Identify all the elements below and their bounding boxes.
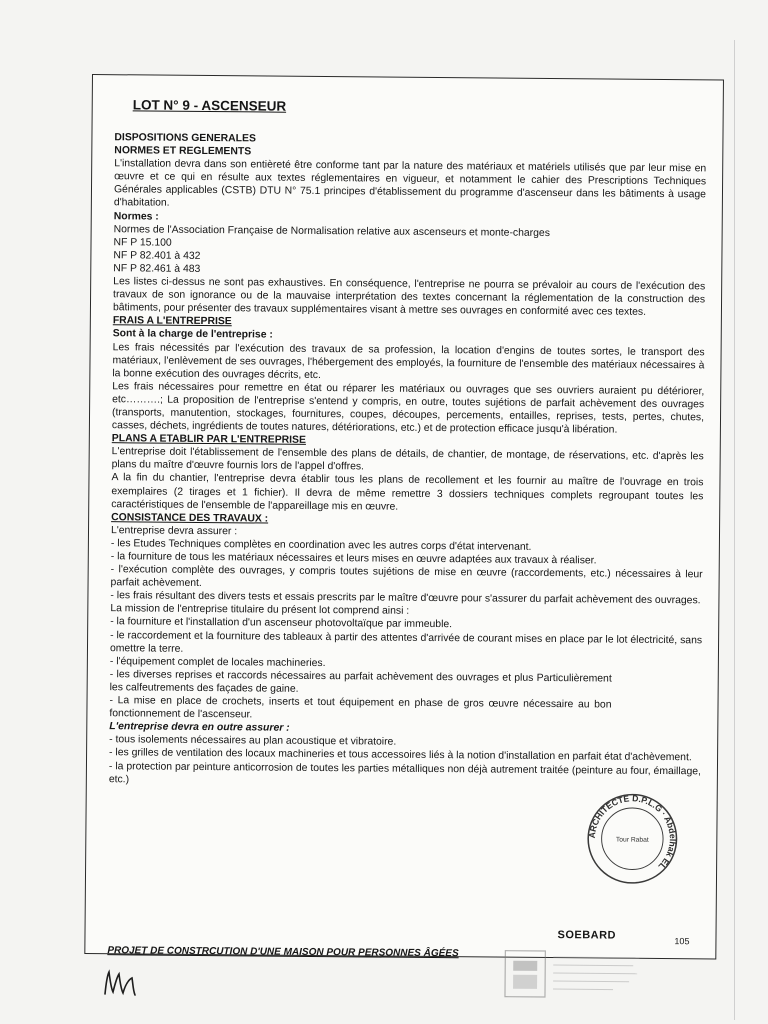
- soebard-stamp-label: SOEBARD: [557, 929, 617, 942]
- list-item: - les frais résultant des divers tests et essais prescrits par le maître d'œuvre pour s'assurer du parfait achèvement des ouvrages.: [110, 590, 701, 607]
- list-item: - la fourniture de tous les matériaux nécessaires et leurs mises en œuvre adaptées aux travaux à réaliser.: [110, 551, 597, 567]
- paragraph-mission: La mission de l'entreprise titulaire du présent lot comprend ainsi :: [110, 603, 410, 618]
- list-item: - la protection par peinture anticorrosion de toutes les parties métalliques non déjà autrement traitée (peinture au four, émaillage, etc.): [108, 760, 701, 785]
- heading-normes-reglements: NORMES ET REGLEMENTS: [114, 145, 252, 158]
- paragraph-charge: Sont à la charge de l'entreprise :: [112, 328, 273, 341]
- paragraph-installation: L'installation devra dans son entièreté être conforme tant par la nature des matériaux et matériels utilisés que par leur mise en œuvre et ce qui en résulte aux textes réglementaires en vigueur, et notamment le cahier des Prescriptions Techniques Générales applicables (CSTB) DTU N° 75.1 principes d'établissement du programme d'ascenseur dans les bâtiments à usage d'habitation.: [113, 158, 707, 210]
- page-edge-line: [734, 40, 735, 1020]
- heading-dispositions: DISPOSITIONS GENERALES: [114, 132, 256, 145]
- paragraph-frais-2: Les frais nécessaires pour remettre en état ou réparer les matériaux ou ouvrages que ses ouvriers auraient pu détériorer, etc……….; La proposition de l'entreprise s'entend y compris, en outre, toutes sujétions de parfait achèvement des ouvrages (transports, manutention, stockages, fournitures, coupes, découpes, percements, entailles, reprises, tests, pertes, chutes, casses, déchets, ingrédients de toutes natures, détériorations, etc.) et de protection efficace jusqu'à libération.: [111, 380, 705, 436]
- list-item: - l'exécution complète des ouvrages, y compris toutes sujétions de mise en œuvre (raccordements, etc.) nécessaires à leur parfait achèvement.: [110, 564, 703, 590]
- paragraph-plans-2: A la fin du chantier, l'entreprise devra établir tous les plans de recollement et les fournir au maître de l'ouvrage en trois exemplaires (2 tirages et 1 fichier). Il devra de même remettre 3 dossiers techniques complets regroupant toutes les caractéristiques de l'ensemble de l'appareillage mis en œuvre.: [111, 472, 704, 513]
- heading-frais: FRAIS A L'ENTREPRISE: [112, 315, 232, 328]
- stamp-center-text: Tour Rabat: [615, 836, 649, 844]
- architect-stamp: [584, 790, 681, 887]
- list-item: - les grilles de ventilation des locaux machineries et tous accessoires liés à la notion d'installation en parfait état d'achèvement.: [109, 747, 692, 764]
- list-item: - l'équipement complet de locales machineries.: [109, 655, 326, 669]
- heading-consistance: CONSISTANCE DES TRAVAUX :: [111, 511, 269, 525]
- paragraph-assurer: L'entreprise devra assurer :: [110, 524, 238, 538]
- document-content: [107, 75, 711, 960]
- list-item: - les diverses reprises et raccords nécessaires au parfait achèvement des ouvrages et plus Particulièrement les calfeutrements des façades de gaine.: [109, 669, 612, 695]
- svg-text:ARCHITECTE D.P.L.G · Abdelhak: [587, 793, 679, 872]
- heading-normes: Normes :: [113, 210, 159, 223]
- norme-item: NF P 82.401 à 432: [113, 250, 201, 262]
- list-item: - tous isolements nécessaires au plan acoustique et vibratoire.: [109, 734, 397, 748]
- document-body: [109, 131, 707, 791]
- page-title: LOT N° 9 - ASCENSEUR: [132, 97, 287, 114]
- page-number: 105: [674, 936, 690, 947]
- list-item: - le raccordement et la fourniture des tableaux à partir des attentes d'arrivée de courant mises en place par le lot électricité, sans omettre la terre.: [109, 629, 703, 655]
- document-sheet: [84, 74, 724, 959]
- list-item: - La mise en place de crochets, inserts et tout équipement en phase de gros œuvre nécessaire au bon fonctionnement de l'ascenseur.: [109, 695, 612, 721]
- document-footer: PROJET DE CONSTRCUTION D'UNE MAISON POUR PERSONNES ÂGÉES: [107, 945, 459, 960]
- list-item: - les Etudes Techniques complètes en coordination avec les autres corps d'état intervenant.: [110, 538, 532, 553]
- heading-en-outre: L'entreprise devra en outre assurer :: [109, 721, 290, 734]
- soebard-logo: [503, 947, 643, 1002]
- heading-plans: PLANS A ETABLIR PAR L'ENTREPRISE: [111, 433, 306, 447]
- norme-item: NF P 82.461 à 483: [113, 263, 201, 275]
- norme-item: NF P 15.100: [113, 236, 172, 249]
- list-item: - la fourniture et l'installation d'un ascenseur photovoltaïque par immeuble.: [110, 616, 453, 631]
- paragraph-frais-1: Les frais nécessités par l'exécution des travaux de sa profession, la location d'engins de toutes sortes, le transport des matériaux, l'enlèvement de ses ouvrages, l'hébergement des employés, la fourniture de l'ensemble des matériaux nécessaires à la bonne exécution des ouvrages décrits, etc.: [112, 341, 705, 381]
- paragraph-plans-1: L'entreprise doit l'établissement de l'ensemble des plans de détails, de chantier, de montage, de réservations, etc. d'après les plans du maître d'œuvre fournis lors de l'appel d'offres.: [111, 446, 704, 473]
- paragraph-normes-afnor: Normes de l'Association Française de Normalisation relative aux ascenseurs et monte-charges: [113, 223, 550, 239]
- handwritten-signature: [102, 968, 138, 998]
- stamp-ring-text: ARCHITECTE D.P.L.G · Abdelhak EL: [586, 793, 678, 872]
- paragraph-listes: Les listes ci-dessus ne sont pas exhaustives. En conséquence, l'entreprise ne pourra se prévaloir au cours de l'exécution des travaux de son ignorance ou de la mauvaise interprétation des textes concernant la réglementation de la construction des bâtiments, pour présenter des travaux supplémentaires visant à mettre ses ouvrages en conformité avec ces textes.: [112, 276, 706, 319]
